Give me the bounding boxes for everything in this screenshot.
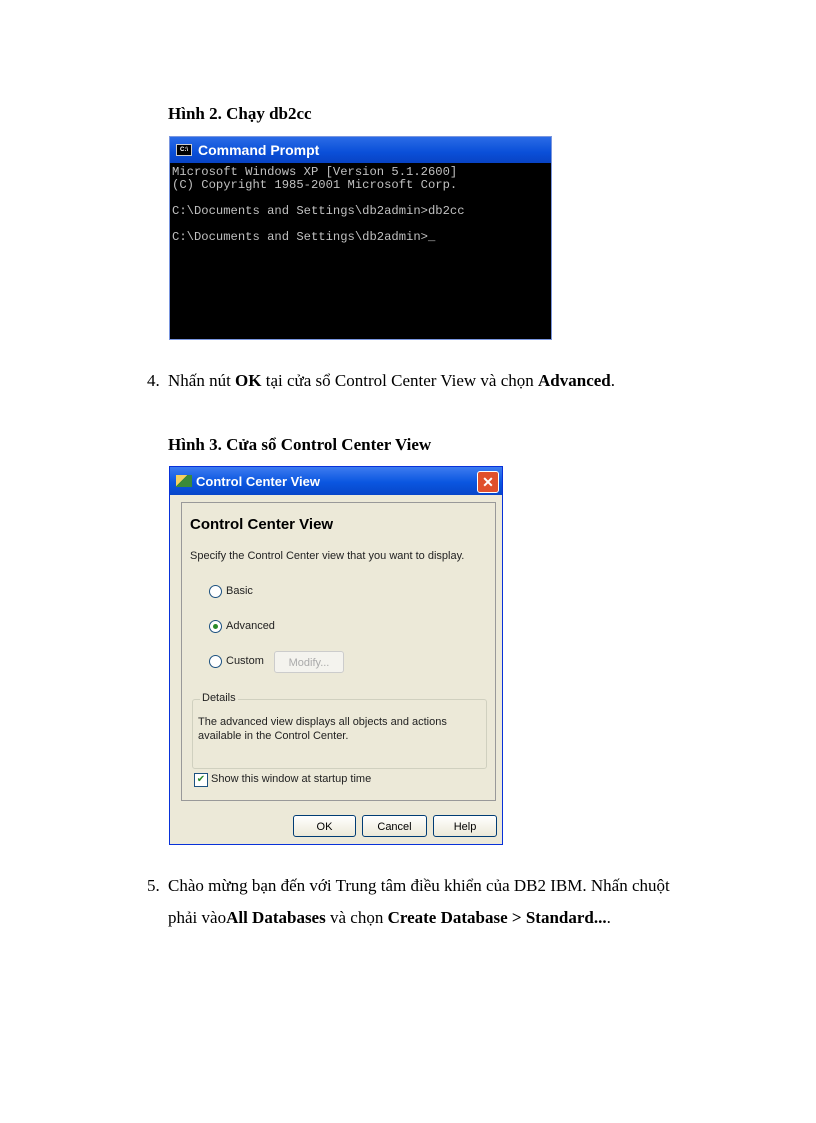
details-text: The advanced view displays all objects and actions available in the Control Center. — [198, 716, 447, 742]
text: tại cửa sổ Control Center View và chọn — [261, 371, 539, 390]
startup-checkbox[interactable]: ✔ — [194, 773, 208, 787]
command-prompt-titlebar — [170, 137, 551, 163]
list-number: 5. — [147, 876, 160, 895]
text: và chọn — [325, 908, 388, 927]
console-output — [170, 163, 551, 247]
details-label: Details — [202, 692, 236, 704]
cmd-icon: C:\ — [176, 144, 192, 156]
text: Chào mừng bạn đến với Trung tâm điều khiển của DB2 IBM. Nhấn chuột — [168, 876, 670, 895]
text: phải vào — [168, 908, 227, 927]
window-title: Command Prompt — [198, 142, 320, 158]
checkbox-label: Show this window at startup time — [211, 773, 372, 785]
text: Nhấn nút — [168, 371, 236, 390]
radio-label: Custom — [226, 655, 264, 667]
help-button[interactable]: Help — [433, 815, 497, 837]
ok-button[interactable]: OK — [293, 815, 356, 837]
step-5 — [147, 870, 670, 934]
bold-text: OK — [235, 371, 262, 390]
console-line: C:\Documents and Settings\db2admin>_ — [172, 230, 436, 244]
radio-basic[interactable] — [209, 585, 222, 598]
dialog-titlebar — [170, 467, 502, 495]
control-center-view-dialog — [169, 466, 503, 845]
bold-text: Advanced — [538, 371, 611, 390]
figure-3-caption: Hình 3. Cửa sổ Control Center View — [168, 435, 432, 454]
radio-label: Advanced — [226, 620, 275, 632]
modify-button[interactable]: Modify... — [274, 651, 344, 673]
text: . — [606, 908, 611, 927]
console-line: Microsoft Windows XP [Version 5.1.2600] — [172, 165, 458, 179]
console-line: (C) Copyright 1985-2001 Microsoft Corp. — [172, 178, 458, 192]
bold-text: All Databases — [226, 908, 326, 927]
figure-2-caption: Hình 2. Chạy db2cc — [168, 104, 312, 123]
list-number: 4. — [147, 371, 160, 390]
dialog-panel — [181, 502, 496, 801]
app-icon — [176, 475, 192, 487]
console-line: C:\Documents and Settings\db2admin>db2cc — [172, 204, 465, 218]
radio-advanced[interactable] — [209, 620, 222, 633]
dialog-heading: Control Center View — [190, 516, 334, 533]
radio-label: Basic — [226, 585, 253, 597]
step-4 — [147, 365, 615, 397]
bold-text: Create Database > Standard... — [387, 908, 607, 927]
radio-custom[interactable] — [209, 655, 222, 668]
window-title: Control Center View — [196, 473, 321, 489]
text: . — [610, 371, 615, 390]
cancel-button[interactable]: Cancel — [362, 815, 427, 837]
close-icon[interactable]: ✕ — [477, 471, 499, 493]
command-prompt-window — [169, 136, 552, 340]
instruction-text: Specify the Control Center view that you want to display. — [190, 550, 465, 562]
